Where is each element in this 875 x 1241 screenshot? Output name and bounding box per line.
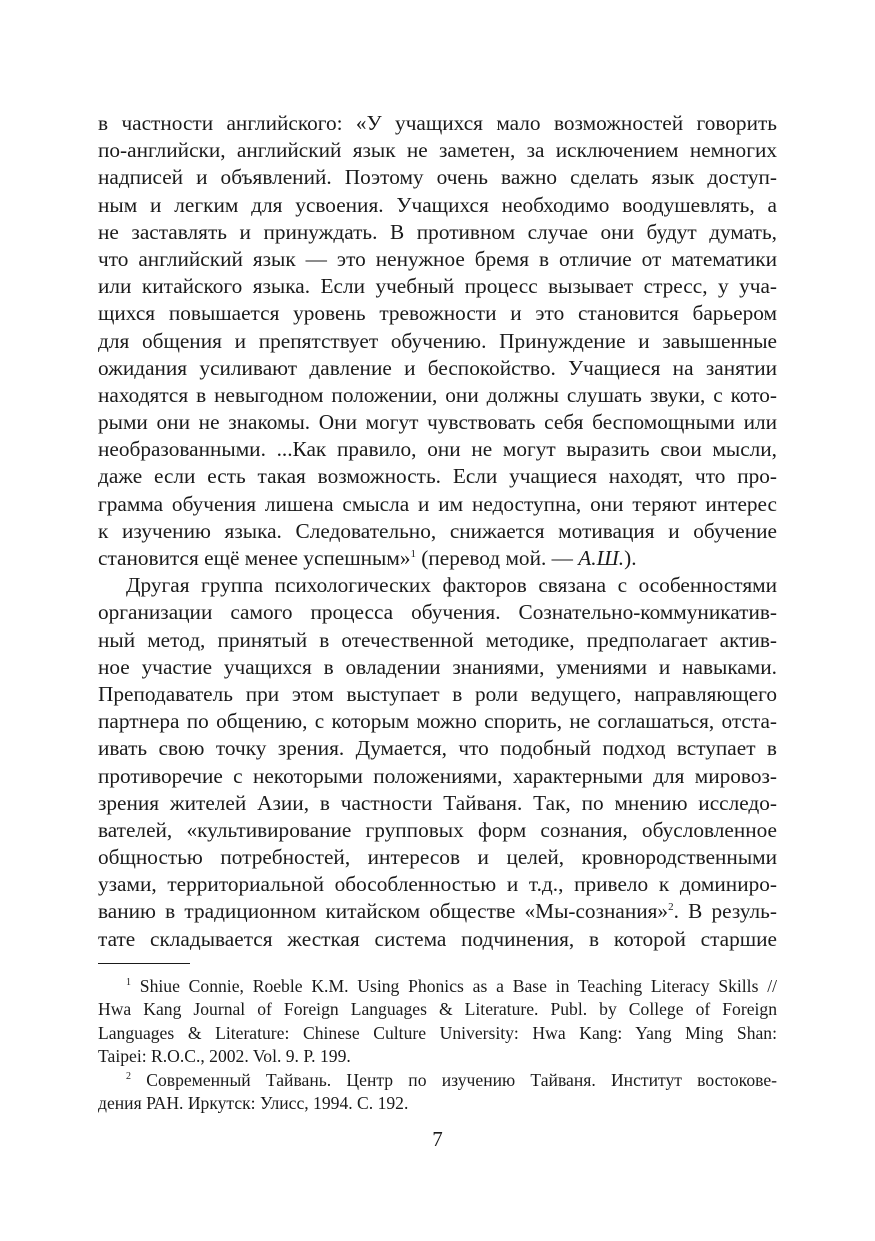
footnote-separator: [98, 963, 190, 964]
main-text: [98, 110, 777, 953]
text-line: организации самого процесса обучения. Сознательно-коммуникатив-: [98, 600, 777, 625]
text-line: тате складывается жесткая система подчинения, в которой старшие: [98, 926, 777, 951]
text-line: что английский язык — это ненужное бремя в отличие от математики: [98, 246, 777, 271]
text-line: щихся повышается уровень тревожности и это становится барьером: [98, 301, 777, 326]
text-line: Преподаватель при этом выступает в роли ведущего, направляющего: [98, 681, 777, 706]
page-number: 7: [432, 1127, 443, 1151]
text-fragment: Современный Тайвань. Центр по изучению Тайваня. Институт востокове-: [131, 1069, 777, 1090]
text-line: узами, территориальной обособленностью и т.д., привело к доминиро-: [98, 872, 777, 897]
text-line: ное участие учащихся в овладении знаниями, умениями и навыками.: [98, 654, 777, 679]
footnote-2-mark: 2: [126, 1070, 131, 1082]
footnote-1-mark: 1: [126, 977, 131, 989]
text-line: противоречие с некоторыми положениями, характерными для мировоз-: [98, 763, 777, 788]
footnote-ref-1[interactable]: 1: [410, 547, 416, 560]
text-line: или китайского языка. Если учебный процесс вызывает стресс, у уча-: [98, 274, 777, 299]
text-line: грамма обучения лишена смысла и им недоступна, они теряют интерес: [98, 491, 777, 516]
text-line: ожидания усиливают давление и беспокойство. Учащиеся на занятии: [98, 355, 777, 380]
text-line: необразованными. ...Как правило, они не могут выразить свои мысли,: [98, 437, 777, 462]
text-line: надписей и объявлений. Поэтому очень важно сделать язык доступ-: [98, 165, 777, 190]
text-line: не заставлять и принуждать. В противном случае они будут думать,: [98, 219, 777, 244]
text-line: ный метод, принятый в отечественной методике, предполагает актив-: [98, 627, 777, 652]
text-fragment: становится ещё менее успешным»: [98, 546, 411, 570]
text-line: вателей, «культивирование групповых форм сознания, обусловленное: [98, 817, 777, 842]
text-fragment: Shiue Connie, Roeble K.M. Using Phonics as a Base in Teaching Literacy Skills //: [131, 976, 777, 996]
text-fragment: . В резуль-: [673, 899, 777, 924]
footnote-1-line: [98, 975, 777, 998]
text-line: ным и легким для усвоения. Учащихся необходимо воодушевлять, а: [98, 192, 777, 217]
footnote-2-line: [98, 1069, 777, 1092]
text-line: для общения и препятствует обучению. Принуждение и завышенные: [98, 328, 777, 353]
footnote-ref-2[interactable]: 2: [668, 901, 674, 914]
text-line: [98, 545, 777, 572]
text-fragment: ).: [624, 546, 637, 570]
footnote-1-line: Taipei: R.O.C., 2002. Vol. 9. P. 199.: [98, 1046, 351, 1067]
text-fragment: ванию в традиционном китайском обществе «Мы-сознания»: [98, 899, 669, 924]
text-line: [98, 898, 777, 925]
text-line: по-английски, английский язык не заметен, за исключением немногих: [98, 138, 777, 163]
text-line: рыми они не знакомы. Они могут чувствовать себя беспомощными или: [98, 410, 777, 435]
text-line: в частности английского: «У учащихся мало возможностей говорить: [98, 111, 777, 135]
text-line: даже если есть такая возможность. Если учащиеся находят, что про-: [98, 464, 777, 489]
footnotes: [98, 975, 777, 1115]
footnote-1-line: Languages & Literature: Chinese Culture University: Hwa Kang: Yang Ming Shan:: [98, 1022, 777, 1043]
text-line: находятся в невыгодном положении, они должны слушать звуки, с кото-: [98, 382, 777, 407]
text-fragment: (перевод мой. —: [415, 546, 579, 570]
text-line: к изучению языка. Следовательно, снижается мотивация и обучение: [98, 518, 777, 543]
text-line: Другая группа психологических факторов связана с особенностями: [126, 573, 777, 598]
author-initials: А.Ш.: [578, 546, 625, 570]
footnote-2-line: дения РАН. Иркутск: Улисс, 1994. С. 192.: [98, 1092, 409, 1113]
text-line: зрения жителей Азии, в частности Тайваня. Так, по мнению исследо-: [98, 790, 777, 815]
text-line: ивать свою точку зрения. Думается, что подобный подход вступает в: [98, 736, 777, 761]
footnote-1-line: Hwa Kang Journal of Foreign Languages & Literature. Publ. by College of Foreign: [98, 999, 777, 1020]
text-line: общностью потребностей, интересов и целей, кровнородственными: [98, 845, 777, 870]
text-line: партнера по общению, с которым можно спорить, не соглашаться, отста-: [98, 709, 777, 734]
